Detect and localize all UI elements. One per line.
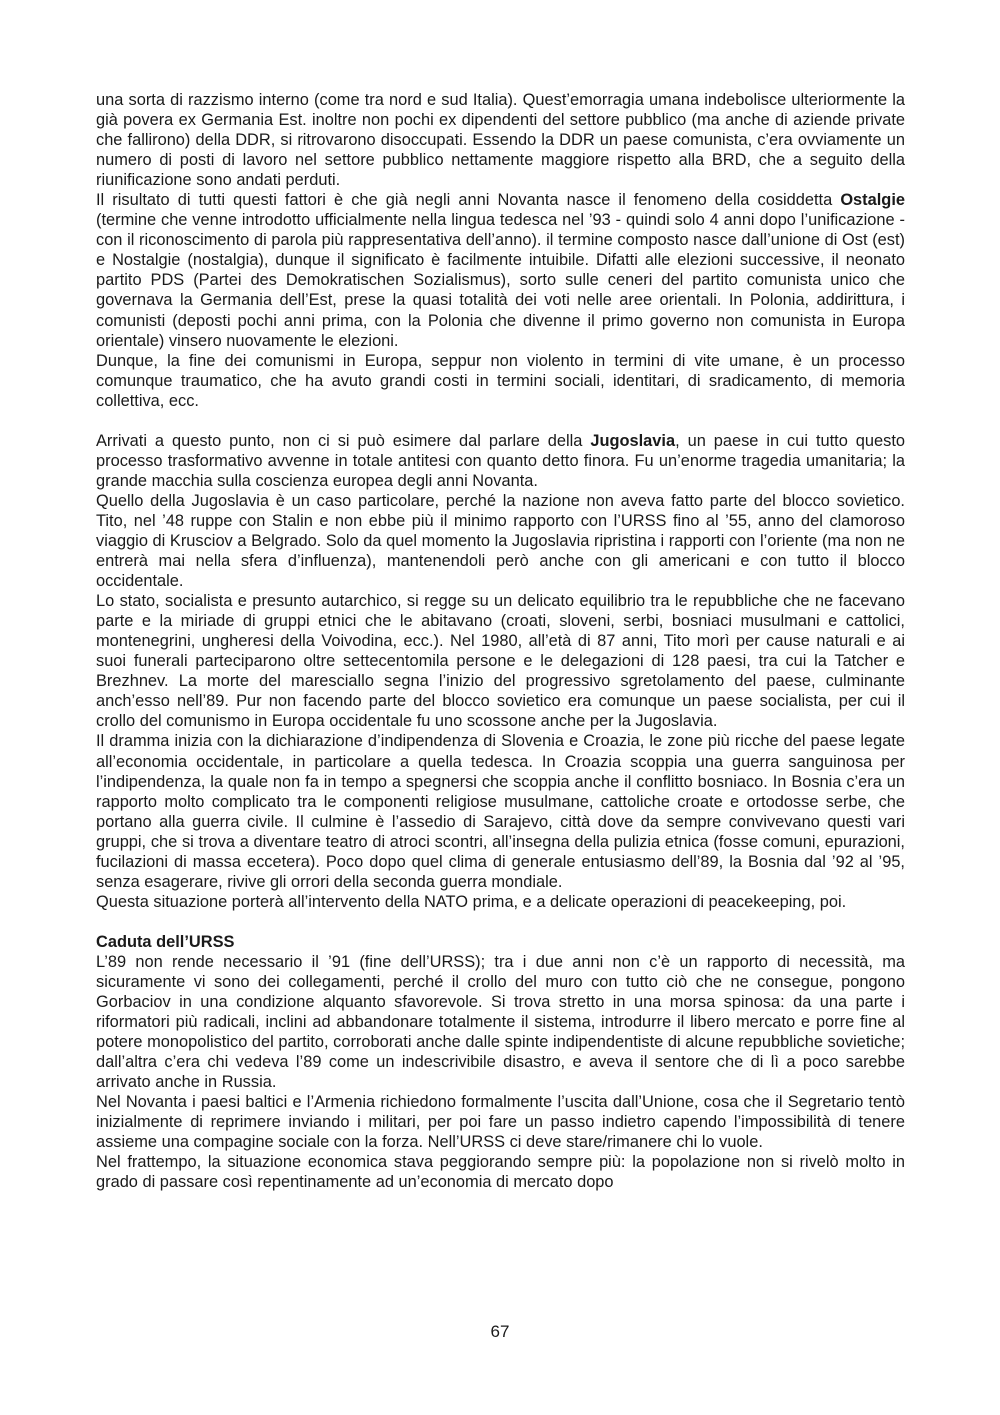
section-heading: Caduta dell’URSS <box>96 932 235 951</box>
text-run: Arrivati a questo punto, non ci si può esimere dal parlare della <box>96 431 591 450</box>
paragraph-jugoslavia-intro <box>96 431 905 491</box>
paragraph-ddr-unemployment: una sorta di razzismo interno (come tra nord e sud Italia). Quest’emorragia umana indebolisce ulteriormente la già povera ex Germania Est. inoltre non pochi ex dipendenti del settore pubblico (ma anche di aziende private che fallirono) della DDR, si ritrovarono disoccupati. Essendo la DDR un paese comunista, c’era ovviamente un numero di posti di lavoro nel settore pubblico nettamente maggiore rispetto alla BRD, che a seguito della riunificazione sono andati perduti. <box>96 91 905 190</box>
page-number: 67 <box>490 1322 510 1341</box>
paragraph-end-of-communism: Dunque, la fine dei comunismi in Europa, seppur non violento in termini di vite umane, è un processo comunque traumatico, che ha avuto grandi costi in termini sociali, identitari, di sradicamento, di memoria collettiva, ecc. <box>96 351 905 410</box>
paragraph-spacer <box>96 411 905 431</box>
text-run: , un paese in cui tutto questo processo trasformativo avvenne in totale antitesi con quanto detto finora. Fu un’enorme tragedia umanitaria; la grande macchia sulla coscienza europea degli anni Novanta. <box>96 431 905 490</box>
document-body <box>96 90 905 1192</box>
paragraph-89-91: L’89 non rende necessario il ’91 (fine dell’URSS); tra i due anni non c’è un rapporto di necessità, ma sicuramente vi sono dei collegamenti, perché il crollo del muro con tutto ciò che ne consegue, pongono Gorbaciov in una condizione alquanto sfavorevole. Si trova stretto in una morsa spinosa: da una parte i riformatori più radicali, inclini ad abbandonare totalmente il sistema, introdurre il libero mercato e porre fine al potere monopolistico del partito, corroborati anche dalle spinte indipendentiste di alcune repubbliche sovietiche; dall’altra c’era chi vedeva l’89 come un indescrivibile disastro, e aveva il sentore che di lì a poco sarebbe arrivato anche in Russia. <box>96 952 905 1092</box>
text-run: Il risultato di tutti questi fattori è che già negli anni Novanta nasce il fenomeno della cosiddetta <box>96 191 841 210</box>
paragraph-bosnia-war: Il dramma inizia con la dichiarazione d’indipendenza di Slovenia e Croazia, le zone più ricche del paese legate all’economia occidentale, in particolare a quella tedesca. In Croazia scoppia una guerra sanguinosa per l’indipendenza, la quale non fa in tempo a spegnersi che scoppia anche il conflitto bosniaco. In Bosnia c’era un rapporto molto complicato tra le componenti religiose musulmane, cattoliche croate e ortodosse serbe, che portano alla guerra civile. Il culmine è l’assedio di Sarajevo, città dove da sempre convivevano questi vari gruppi, che si trova a diventare teatro di atroci scontri, all’insegna della pulizia etnica (fosse comuni, epurazioni, fucilazioni di massa eccetera). Poco dopo quel clima di generale entusiasmo dell’89, la Bosnia dal ’92 al ’95, senza esagerare, rivive gli orrori della seconda guerra mondiale. <box>96 732 905 891</box>
text-run: (termine che venne introdotto ufficialmente nella lingua tedesca nel ’93 - quindi solo 4 anni dopo l’unificazione - con il riconoscimento di parola più rappresentativa dell’anno). il termine composto nasce dall’unione di Ost (est) e Nostalgie (nostalgia), dunque il significato è facilmente intuibile. Difatti alle elezioni successive, il neonato partito PDS (Partei des Demokratischen Sozialismus), sorto sulle ceneri del partito comunista unico che governava la Germania dell’Est, prese la quasi totalità dei voti nelle aree orientali. In Polonia, addirittura, i comunisti (deposti pochi anni prima, con la Polonia che divenne il primo governo non comunista in Europa orientale) vinsero nuovamente le elezioni. <box>96 211 905 350</box>
paragraph-spacer <box>96 912 905 932</box>
bold-term-jugoslavia: Jugoslavia <box>590 431 676 450</box>
paragraph-nato: Questa situazione porterà all’intervento della NATO prima, e a delicate operazioni di peacekeeping, poi. <box>96 892 847 911</box>
bold-term-ostalgie: Ostalgie <box>840 191 905 210</box>
paragraph-economy: Nel frattempo, la situazione economica stava peggiorando sempre più: la popolazione non si rivelò molto in grado di passare così repentinamente ad un’economia di mercato dopo <box>96 1153 905 1192</box>
paragraph-ostalgie <box>96 190 905 350</box>
paragraph-tito: Quello della Jugoslavia è un caso particolare, perché la nazione non aveva fatto parte del blocco sovietico. Tito, nel ’48 ruppe con Stalin e non ebbe più il minimo rapporto con l’URSS fino al ’55, anno del clamoroso viaggio di Krusciov a Belgrado. Solo da quel momento la Jugoslavia ripristina i rapporti con l’oriente (ma non ne entrerà mai nella sfera d’influenza), mantenendoli però anche con gli americani e con tutto il blocco occidentale. <box>96 491 905 591</box>
paragraph-baltic-states: Nel Novanta i paesi baltici e l’Armenia richiedono formalmente l’uscita dall’Unione, cosa che il Segretario tentò inizialmente di reprimere inviando i militari, per poi fare un passo indietro capendo l’impossibilità di tenere assieme una compagine sociale con la forza. Nell’URSS ci deve stare/rimanere chi lo vuole. <box>96 1093 905 1152</box>
paragraph-socialist-state: Lo stato, socialista e presunto autarchico, si regge su un delicato equilibrio tra le repubbliche che ne facevano parte e la miriade di gruppi etnici che le abitavano (croati, sloveni, serbi, bosniaci musulmani e cattolici, montenegrini, ungheresi della Voivodina, ecc.). Nel 1980, all’età di 87 anni, Tito morì per cause naturali e ai suoi funerali parteciparono oltre settecentomila persone e le delegazioni di 128 paesi, tra cui la Tatcher e Brezhnev. La morte del maresciallo segna l’inizio del progressivo sgretolamento del paese, culminante anch’esso nell’89. Pur non facendo parte del blocco sovietico era comunque un paese socialista, per cui il crollo del comunismo in Europa occidentale fu uno scossone anche per la Jugoslavia. <box>96 592 905 731</box>
